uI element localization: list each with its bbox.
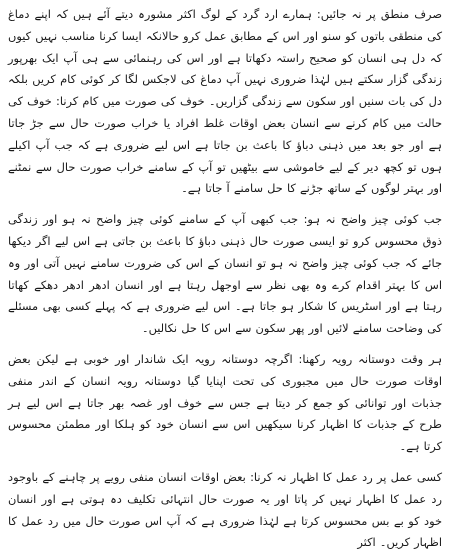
paragraph-reaction: کسی عمل پر رد عمل کا اظہار نہ کرنا: بعض اوقات انسان منفی رویے پر چاہنے کے باوجود رد عمل کا اظہار نہیں کر پاتا اور یہ صورت حال انتہائی تکلیف دہ ہوتی ہے اور انسان خود کو بے بس محسوس کرتا ہے لہٰذا ضروری ہے کہ آپ اس صورت حال میں رد عمل کا اظہار کریں۔ اکثر bbox=[8, 469, 442, 550]
paragraph-logic: صرف منطق پر نہ جائیں: ہمارے ارد گرد کے لوگ اکثر مشورہ دیتے آئے ہیں کہ اپنے دماغ کی منطقی باتوں کو سنو اور اس کے مطابق عمل کرو حالانکہ ایسا کرنا مناسب نہیں کیوں کہ دل ہی انسان کو صحیح راستہ دکھاتا ہے اور اس کی رہنمائی سے ہی آپ ایک بھرپور زندگی گزار سکتے ہیں لہٰذا ضروری نہیں آپ دماغ کی لاجکس لگا کر کوئی کام کریں بلکہ دل کی بات سنیں اور سکون سے زندگی گزاریں۔ خوف کی صورت میں کام کرنا: خوف کی حالت میں کام کرنے سے انسان بعض اوقات غلط افراد یا خراب صورت حال سے جڑ جاتا ہے اور جو بعد میں ذہنی دباؤ کا باعث بن جاتا ہے اس لیے ضروری ہے کہ جب آپ اکیلے ہوں تو کچھ دیر کے لیے خاموشی سے بیٹھیں تو آپ کے سامنے خراب صورت حال سے نمٹنے اور بہتر لوگوں کے ساتھ جڑنے کا حل سامنے آ جاتا ہے۔ bbox=[8, 7, 442, 196]
paragraph-friendly-behavior: ہر وقت دوستانہ رویہ رکھنا: اگرچہ دوستانہ رویہ ایک شاندار اور خوبی ہے لیکن بعض اوقات صورت حال میں مجبوری کی تحت اپنایا گیا دوستانہ رویہ انسان کے اندر منفی جذبات اور توانائی کو جمع کر دیتا ہے جس سے خوف اور غصہ بھر جاتا ہے اس لیے ہر طرح کے جذبات کا اظہار کرنا سیکھیں اس سے انسان خود کو ہلکا اور مطمئن محسوس کرتا ہے۔ bbox=[8, 351, 442, 454]
paragraph-unclear: جب کوئی چیز واضح نہ ہو: جب کبھی آپ کے سامنے کوئی چیز واضح نہ ہو اور زندگی ذوق محسوس کرو تو ایسی صورت حال ذہنی دباؤ کا باعث بن جاتی ہے اس لیے اگر دیکھا جائے کہ جب کوئی چیز واضح نہ ہو تو انسان کے اس کی ضرورت سامنے نہیں آتی اور وہ اس کا بہتر اقدام کرے وہ بھی نظر سے اوجھل رہتا ہے اور انسان ادھر ادھر دھکے کھاتا رہتا ہے اور اسٹریس کا شکار ہو جاتا ہے۔ اس لیے ضروری ہے کہ پہلے کسی بھی مسئلے کی وضاحت سامنے لائیں اور پھر سکون سے اس کا حل نکالیں۔ bbox=[8, 212, 442, 336]
